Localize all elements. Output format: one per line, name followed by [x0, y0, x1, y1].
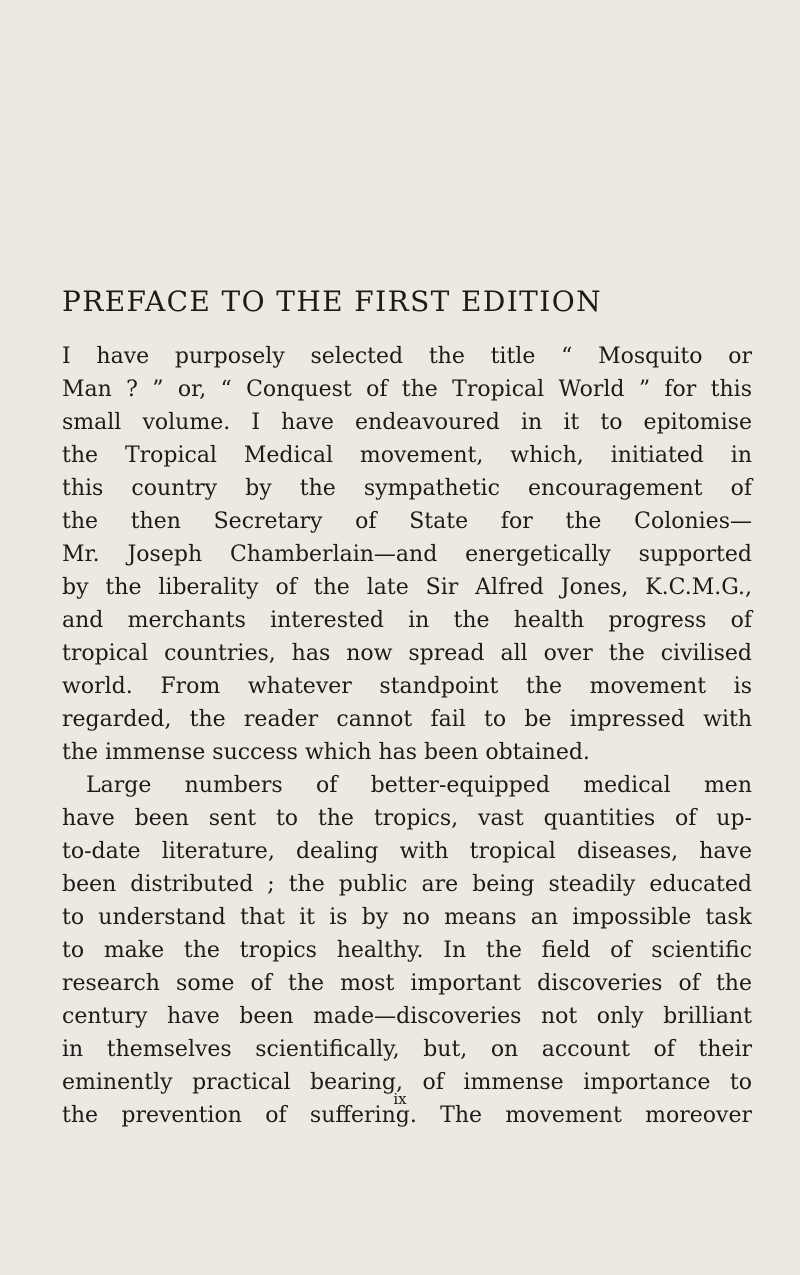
text-line-16: to-date literature, dealing with tropical diseases, have [62, 839, 752, 864]
text-line-6: the then Secretary of State for the Colonies— [62, 509, 752, 534]
text-line-12: regarded, the reader cannot fail to be impressed with [62, 707, 752, 732]
text-line-20: research some of the most important discoveries of the [62, 971, 752, 996]
page-number: ix [393, 1090, 407, 1108]
text-line-4: the Tropical Medical movement, which, initiated in [62, 443, 752, 468]
text-line-2: Man ? ” or, “ Conquest of the Tropical World ” for this [62, 377, 752, 402]
text-line-22: in themselves scientifically, but, on account of their [62, 1037, 752, 1062]
text-line-3: small volume. I have endeavoured in it to epitomise [62, 410, 752, 435]
text-line-13: the immense success which has been obtained. [62, 740, 590, 765]
text-line-17: been distributed ; the public are being steadily educated [62, 872, 752, 897]
text-line-1: I have purposely selected the title “ Mosquito or [62, 344, 752, 369]
text-line-7: Mr. Joseph Chamberlain—and energetically supported [62, 542, 752, 567]
text-line-5: this country by the sympathetic encouragement of [62, 476, 752, 501]
text-line-23: eminently practical bearing, of immense importance to [62, 1070, 752, 1095]
text-line-11: world. From whatever standpoint the movement is [62, 674, 752, 699]
text-line-18: to understand that it is by no means an impossible task [62, 905, 752, 930]
preface-body [62, 340, 752, 1132]
text-line-19: to make the tropics healthy. In the field of scientific [62, 938, 752, 963]
text-line-24: the prevention of suffering. The movement moreover [62, 1103, 752, 1128]
text-line-8: by the liberality of the late Sir Alfred Jones, K.C.M.G., [62, 575, 752, 600]
text-line-15: have been sent to the tropics, vast quantities of up- [62, 806, 752, 831]
text-line-14: Large numbers of better-equipped medical men [86, 773, 752, 798]
preface-heading: PREFACE TO THE FIRST EDITION [62, 285, 602, 318]
text-line-10: tropical countries, has now spread all over the civilised [62, 641, 752, 666]
text-line-9: and merchants interested in the health progress of [62, 608, 752, 633]
text-line-21: century have been made—discoveries not only brilliant [62, 1004, 752, 1029]
